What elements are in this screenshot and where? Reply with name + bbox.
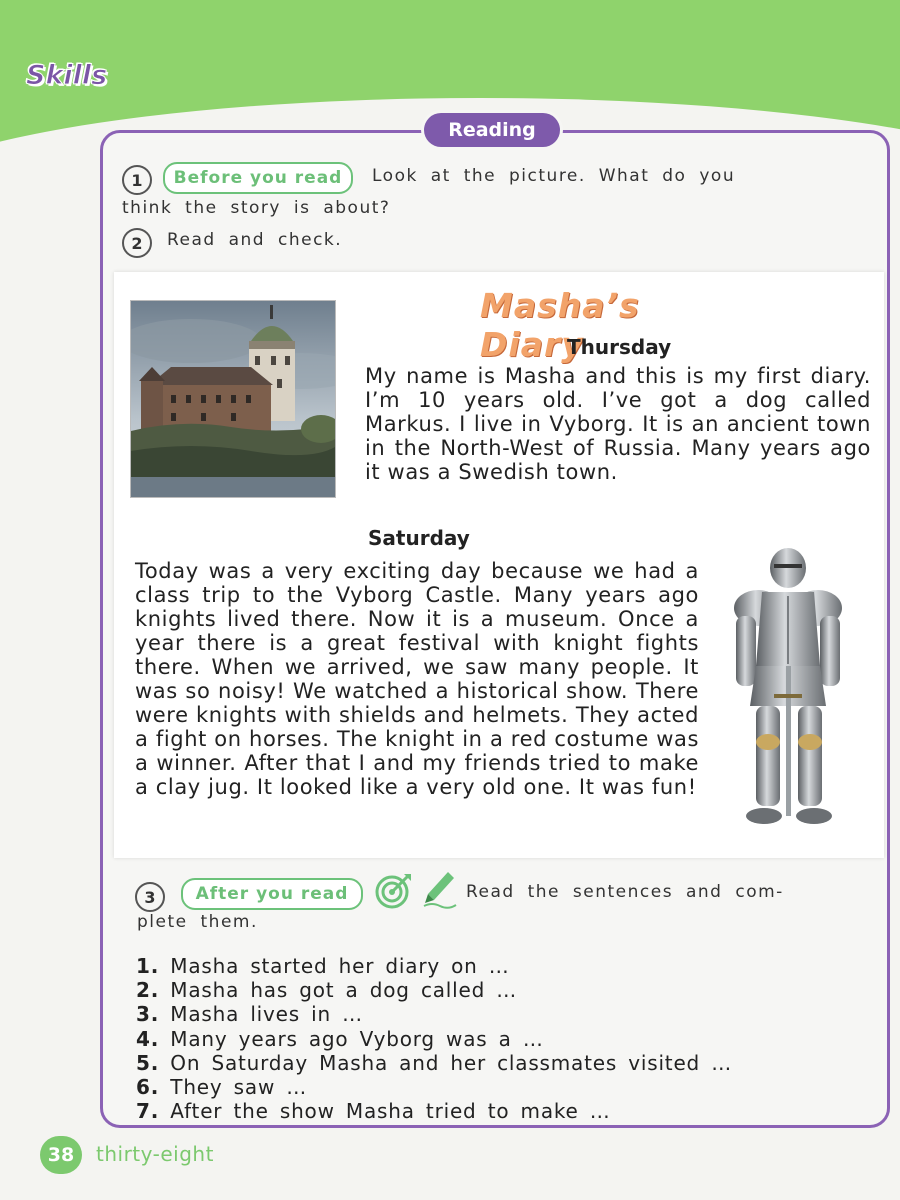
thursday-heading: Thursday — [567, 335, 672, 359]
section-label: Skills — [26, 60, 108, 91]
reading-tab: Reading — [424, 113, 560, 147]
list-item — [136, 1027, 816, 1051]
task-2-text: Read and check. — [167, 230, 343, 250]
pencil-icon — [422, 870, 458, 914]
saturday-heading: Saturday — [368, 526, 470, 550]
list-item-text: Many years ago Vyborg was a … — [170, 1026, 544, 1051]
list-item-number: 5. — [136, 1050, 160, 1075]
list-item-text: Masha has got a dog called … — [170, 978, 518, 1003]
knight-armor-image — [722, 546, 854, 832]
target-icon — [374, 872, 412, 914]
page-number: 38 — [40, 1136, 82, 1174]
saturday-paragraph: Today was a very exciting day because we had a class trip to the Vyborg Castle. Many years ago knights lived there. Now it is a museum. Once a year there is a great festival with knight fights there. When we arrived, we saw many people. It was so noisy! We watched a historical show. There were knights with shields and helmets. They acted a fight on horses. The knight in a red costume was a winner. After that I and my friends tried to make a clay jug. It looked like a very old one. It was fun! — [135, 559, 699, 799]
task-3-number: 3 — [135, 882, 165, 912]
list-item-text: On Saturday Masha and her classmates visited … — [170, 1050, 733, 1075]
list-item-number: 3. — [136, 1002, 160, 1027]
story-title: Masha’s Diary — [480, 286, 640, 364]
list-item-number: 7. — [136, 1099, 160, 1124]
task-3-line-1: Read the sentences and com- — [466, 882, 784, 902]
list-item-number: 2. — [136, 978, 160, 1003]
list-item-text: They saw … — [170, 1075, 308, 1100]
before-you-read-tag: Before you read — [163, 162, 353, 194]
list-item-text: Masha started her diary on … — [170, 954, 510, 978]
task-3-line-2: plete them. — [137, 912, 258, 932]
list-item — [136, 1075, 816, 1099]
after-you-read-tag: After you read — [181, 878, 363, 910]
list-item-text: Masha lives in … — [170, 1002, 363, 1027]
task-2-number: 2 — [122, 228, 152, 258]
list-item — [136, 1002, 816, 1026]
task-1-line-1: Look at the picture. What do you — [372, 166, 736, 186]
list-item — [136, 954, 816, 978]
thursday-paragraph: My name is Masha and this is my first diary. I’m 10 years old. I’ve got a dog called Markus. I live in Vyborg. It is an ancient town in the North-West of Russia. Many years ago it was a Swedish town. — [365, 364, 871, 484]
list-item — [136, 1051, 816, 1075]
list-item — [136, 978, 816, 1002]
sentence-list — [136, 954, 816, 1123]
list-item-text: After the show Masha tried to make … — [170, 1099, 611, 1124]
vyborg-castle-photo — [130, 300, 336, 498]
list-item-number: 1. — [136, 954, 160, 978]
saturday-text — [135, 559, 699, 799]
page-number-words: thirty-eight — [96, 1142, 214, 1166]
task-1-line-2: think the story is about? — [122, 198, 391, 218]
task-1-number: 1 — [122, 165, 152, 195]
list-item-number: 6. — [136, 1075, 160, 1100]
thursday-text — [365, 364, 871, 484]
list-item-number: 4. — [136, 1026, 160, 1051]
list-item — [136, 1099, 816, 1123]
